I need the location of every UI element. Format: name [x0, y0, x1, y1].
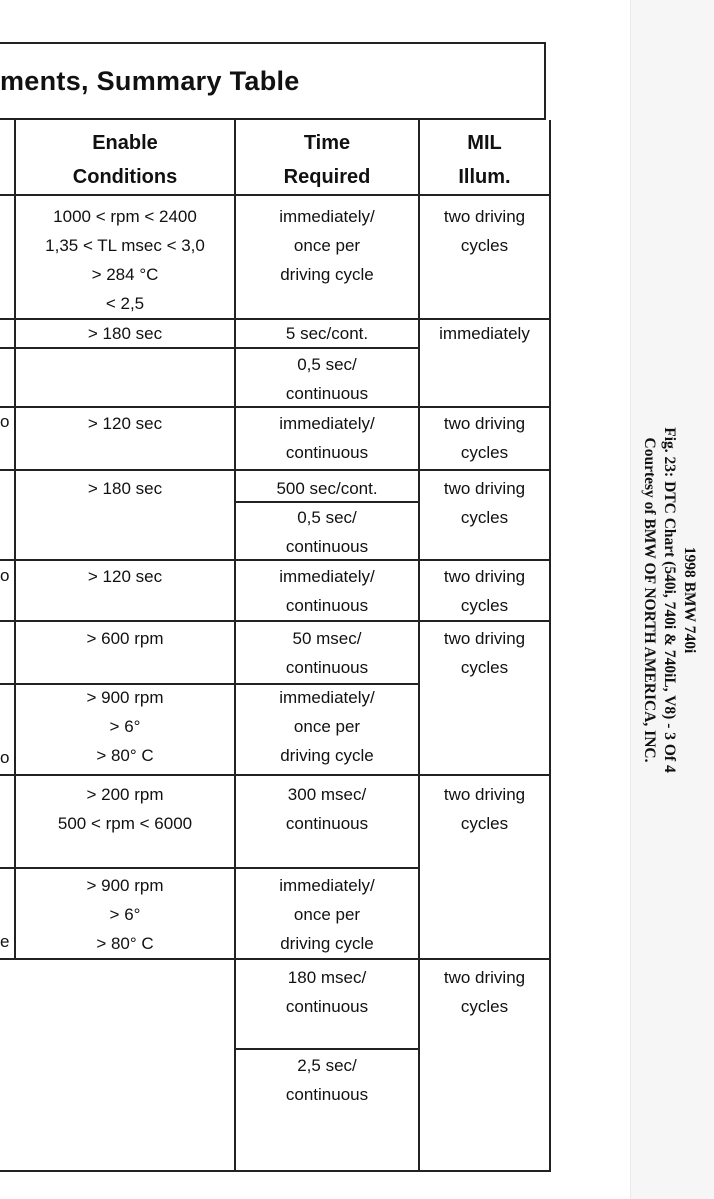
enable-cell — [16, 562, 234, 591]
header-line: Conditions — [72, 166, 178, 188]
cell-line: 1000 < rpm < 2400 — [53, 207, 197, 226]
grid-line — [0, 1170, 551, 1172]
cell-line: continuous — [285, 658, 369, 677]
cell-line: once per — [293, 717, 361, 736]
cell-line: 500 < rpm < 6000 — [57, 814, 193, 833]
time-cell — [236, 474, 418, 503]
time-cell — [236, 683, 418, 770]
cell-line: cycles — [460, 236, 509, 255]
cell-line: continuous — [285, 443, 369, 462]
enable-cell — [16, 683, 234, 770]
mil-cell — [420, 319, 549, 348]
cell-line: two driving — [443, 567, 526, 586]
grid-line — [0, 774, 551, 776]
cell-line: immediately/ — [279, 414, 375, 433]
cell-line: > 80° C — [96, 934, 154, 953]
time-cell — [236, 202, 418, 289]
grid-line — [549, 120, 551, 1172]
header-enable-conditions — [16, 126, 234, 194]
table-title: ments, Summary Table — [0, 66, 300, 96]
cell-line: two driving — [443, 414, 526, 433]
cell-line: 50 msec/ — [292, 629, 362, 648]
time-cell — [236, 963, 418, 1021]
grid-line — [235, 1048, 419, 1050]
time-cell — [236, 780, 418, 838]
header-line: MIL — [467, 132, 502, 154]
cell-line: immediately/ — [279, 567, 375, 586]
header-line: Required — [283, 166, 371, 188]
mil-cell — [420, 963, 549, 1021]
cell-line: two driving — [443, 968, 526, 987]
cell-line: > 80° C — [96, 746, 154, 765]
mil-cell — [420, 474, 549, 532]
cell-line: 5 sec/cont. — [285, 324, 369, 343]
cell-line: continuous — [285, 814, 369, 833]
cell-line: continuous — [285, 1085, 369, 1104]
time-cell — [236, 871, 418, 958]
cutoff-fragment: o — [0, 412, 10, 431]
cell-line: continuous — [285, 596, 369, 615]
cell-line: immediately/ — [279, 876, 375, 895]
grid-line — [0, 867, 420, 869]
cell-line: immediately/ — [279, 688, 375, 707]
header-line: Time — [303, 132, 351, 154]
cell-line: > 200 rpm — [86, 785, 164, 804]
caption-line-model: 1998 BMW 740i — [681, 546, 698, 654]
cutoff-fragment: o — [0, 566, 10, 585]
figure-caption — [634, 10, 704, 1190]
cell-line: once per — [293, 236, 361, 255]
cell-line: 180 msec/ — [287, 968, 367, 987]
cell-line: cycles — [460, 814, 509, 833]
enable-cell — [16, 409, 234, 438]
cell-line: cycles — [460, 658, 509, 677]
mil-cell — [420, 780, 549, 838]
cell-line: immediately — [439, 324, 530, 343]
cell-line: continuous — [285, 537, 369, 556]
cell-line: > 284 °C — [91, 265, 159, 284]
time-cell — [236, 624, 418, 682]
cell-line: driving cycle — [280, 265, 374, 284]
cell-line: driving cycle — [280, 746, 374, 765]
enable-cell — [16, 202, 234, 318]
cell-line: > 120 sec — [87, 567, 163, 586]
cell-line: once per — [293, 905, 361, 924]
cell-line: two driving — [443, 207, 526, 226]
cell-line: 2,5 sec/ — [297, 1056, 357, 1075]
time-cell — [236, 503, 418, 561]
cell-line: cycles — [460, 508, 509, 527]
mil-cell — [420, 624, 549, 682]
cell-line: continuous — [285, 384, 369, 403]
cell-line: > 900 rpm — [86, 688, 164, 707]
cell-line: two driving — [443, 629, 526, 648]
cell-line: continuous — [285, 997, 369, 1016]
time-cell — [236, 350, 418, 408]
time-cell — [236, 1051, 418, 1109]
grid-line — [0, 469, 551, 471]
enable-cell — [16, 474, 234, 503]
cell-line: two driving — [443, 785, 526, 804]
cell-line: 1,35 < TL msec < 3,0 — [45, 236, 205, 255]
mil-cell — [420, 562, 549, 620]
cell-line: > 900 rpm — [86, 876, 164, 895]
cell-line: > 180 sec — [87, 479, 163, 498]
caption-text — [639, 300, 699, 900]
cell-line: > 180 sec — [87, 324, 163, 343]
enable-cell — [16, 780, 234, 838]
cell-line: cycles — [460, 997, 509, 1016]
enable-cell — [16, 319, 234, 348]
cell-line: > 6° — [109, 717, 141, 736]
enable-cell — [16, 624, 234, 653]
cell-line: cycles — [460, 596, 509, 615]
cell-line: 300 msec/ — [287, 785, 367, 804]
mil-cell — [420, 409, 549, 467]
cell-line: < 2,5 — [105, 294, 145, 313]
time-cell — [236, 409, 418, 467]
cell-line: driving cycle — [280, 934, 374, 953]
header-line: Enable — [92, 132, 158, 154]
cell-line: > 600 rpm — [86, 629, 164, 648]
header-line: Illum. — [458, 166, 511, 188]
header-time-required — [236, 126, 418, 194]
cell-line: cycles — [460, 443, 509, 462]
cell-line: 0,5 sec/ — [297, 355, 357, 374]
cell-line: immediately/ — [279, 207, 375, 226]
mil-cell — [420, 202, 549, 260]
cell-line: > 6° — [109, 905, 141, 924]
grid-line — [0, 958, 551, 960]
cutoff-fragment: o — [0, 748, 10, 767]
header-mil-illum — [420, 126, 549, 194]
cell-line: 500 sec/cont. — [276, 479, 378, 498]
caption-line-figure: Fig. 23: DTC Chart (540i, 740i & 740iL, V8) - 3 Of 4 — [661, 427, 678, 773]
cell-line: > 120 sec — [87, 414, 163, 433]
cutoff-fragment: e — [0, 932, 10, 951]
caption-line-courtesy: Courtesy of BMW OF NORTH AMERICA, INC. — [641, 437, 658, 763]
grid-line — [0, 620, 551, 622]
enable-cell — [16, 871, 234, 958]
time-cell — [236, 319, 418, 348]
grid-line — [0, 194, 551, 196]
cell-line: 0,5 sec/ — [297, 508, 357, 527]
time-cell — [236, 562, 418, 620]
cell-line: two driving — [443, 479, 526, 498]
